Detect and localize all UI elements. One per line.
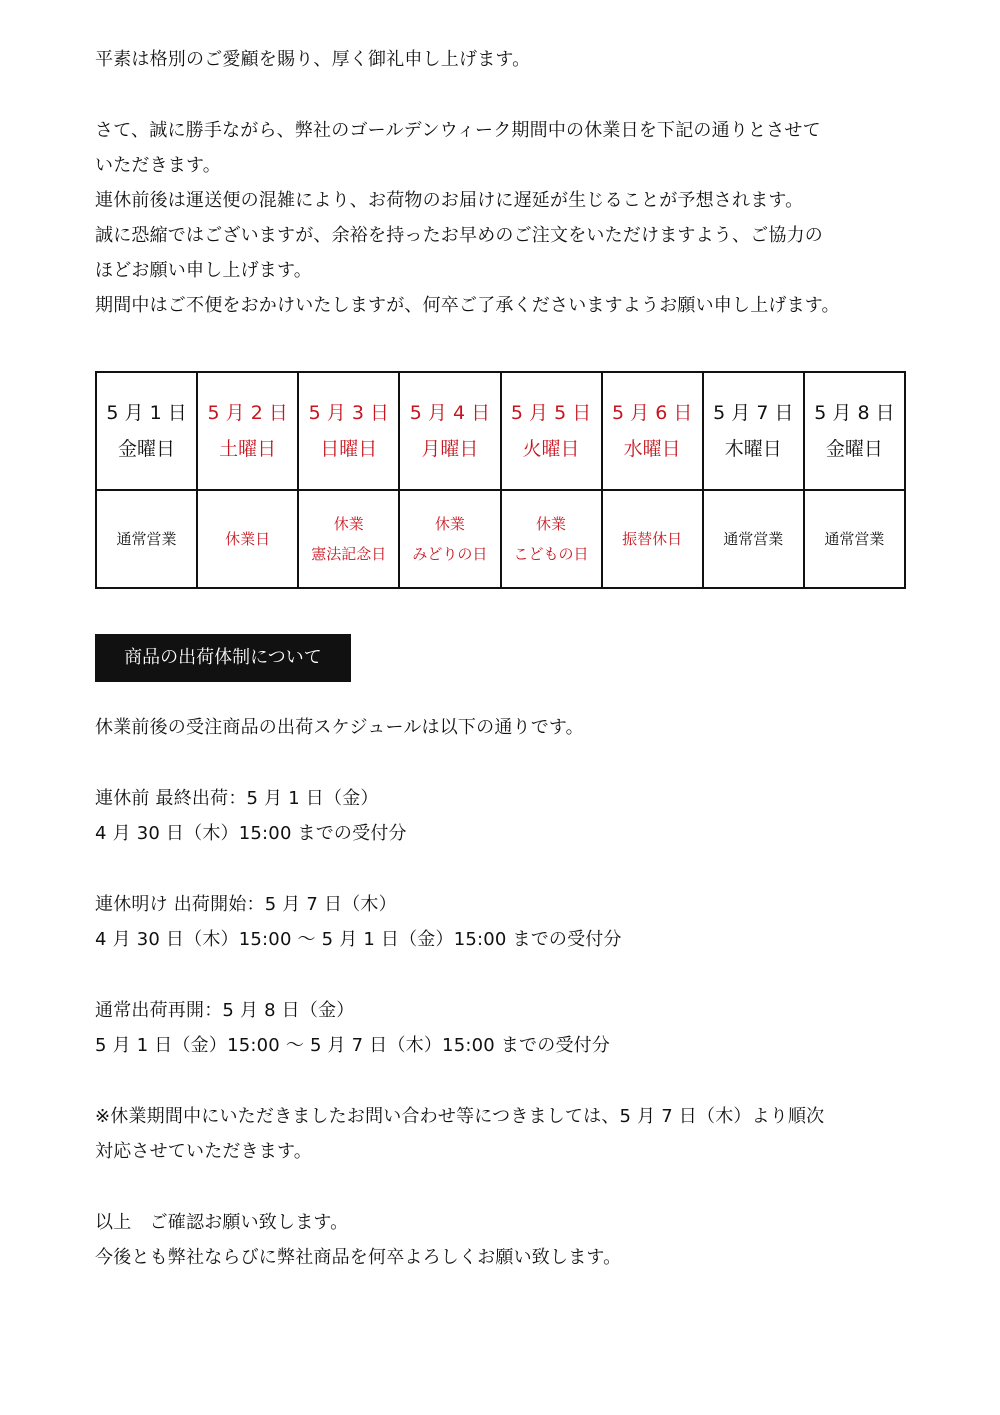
intro-paragraph-line: さて、誠に勝手ながら、弊社のゴールデンウィーク期間中の休業日を下記の通りとさせて	[95, 120, 821, 141]
calendar-status: 休業	[536, 515, 567, 533]
calendar-date: 5 月 3 日	[308, 402, 389, 424]
calendar-weekday: 水曜日	[623, 438, 681, 460]
calendar-date: 5 月 7 日	[713, 402, 794, 424]
calendar-status: 休業	[434, 515, 465, 533]
calendar-date-row	[96, 372, 905, 490]
intro-paragraph-line: 期間中はご不便をおかけいたしますが、何卒ご了承くださいますようお願い申し上げます。	[95, 295, 840, 316]
calendar-status-cell	[197, 490, 298, 588]
intro-paragraph-line: いただきます。	[95, 155, 221, 176]
calendar-date: 5 月 8 日	[814, 402, 895, 424]
calendar-status: 通常営業	[116, 530, 177, 548]
after-holiday-shipping-detail: 4 月 30 日（木）15:00 ～ 5 月 1 日（金）15:00 までの受付分	[95, 929, 622, 950]
normal-shipping-title: 通常出荷再開：5 月 8 日（金）	[95, 1000, 355, 1021]
calendar-status-cell	[399, 490, 500, 588]
calendar-holiday-name: 憲法記念日	[311, 545, 387, 563]
shipping-intro-text: 休業前後の受注商品の出荷スケジュールは以下の通りです。	[95, 717, 584, 738]
before-holiday-shipping-title: 連休前 最終出荷：5 月 1 日（金）	[95, 788, 379, 809]
greeting-text: 平素は格別のご愛顧を賜り、厚く御礼申し上げます。	[95, 49, 531, 70]
calendar-status: 休業日	[225, 530, 271, 548]
calendar-status-cell	[703, 490, 804, 588]
calendar-weekday: 土曜日	[219, 438, 277, 460]
calendar-date-cell	[602, 372, 703, 490]
calendar-holiday-name: こどもの日	[513, 545, 589, 563]
before-holiday-shipping-detail: 4 月 30 日（木）15:00 までの受付分	[95, 823, 407, 844]
holiday-calendar-table	[95, 371, 906, 589]
calendar-date: 5 月 1 日	[106, 402, 187, 424]
calendar-date: 5 月 6 日	[612, 402, 693, 424]
inquiry-note-line: ※休業期間中にいただきましたお問い合わせ等につきましては、5 月 7 日（木）より順次	[95, 1106, 825, 1127]
calendar-date-cell	[298, 372, 399, 490]
calendar-weekday: 月曜日	[421, 438, 479, 460]
calendar-status-cell	[602, 490, 703, 588]
shipping-section-header: 商品の出荷体制について	[95, 634, 351, 682]
calendar-holiday-name: みどりの日	[412, 545, 488, 563]
calendar-weekday: 木曜日	[724, 438, 782, 460]
calendar-date-cell	[197, 372, 298, 490]
calendar-status-cell	[501, 490, 602, 588]
calendar-date-cell	[501, 372, 602, 490]
calendar-weekday: 金曜日	[118, 438, 176, 460]
closing-text: 今後とも弊社ならびに弊社商品を何卒よろしくお願い致します。	[95, 1247, 622, 1268]
calendar-status-cell	[96, 490, 197, 588]
closing-text: 以上 ご確認お願い致します。	[95, 1212, 349, 1233]
calendar-weekday: 日曜日	[320, 438, 378, 460]
after-holiday-shipping-title: 連休明け 出荷開始：5 月 7 日（木）	[95, 894, 397, 915]
calendar-status-row	[96, 490, 905, 588]
calendar-date-cell	[399, 372, 500, 490]
calendar-weekday: 火曜日	[522, 438, 580, 460]
calendar-date-cell	[804, 372, 905, 490]
inquiry-note-line: 対応させていただきます。	[95, 1141, 312, 1162]
calendar-status-cell	[298, 490, 399, 588]
calendar-date: 5 月 5 日	[510, 402, 592, 424]
calendar-status: 通常営業	[723, 530, 784, 548]
calendar-date: 5 月 4 日	[409, 402, 491, 424]
intro-paragraph-line: ほどお願い申し上げます。	[95, 260, 312, 281]
calendar-date: 5 月 2 日	[207, 402, 288, 424]
calendar-status: 休業	[333, 515, 364, 533]
calendar-date-cell	[96, 372, 197, 490]
calendar-date-cell	[703, 372, 804, 490]
calendar-status: 振替休日	[622, 530, 683, 548]
intro-paragraph-line: 誠に恐縮ではございますが、余裕を持ったお早めのご注文をいただけますよう、ご協力の	[95, 225, 823, 246]
calendar-status: 通常営業	[824, 530, 885, 548]
calendar-status-cell	[804, 490, 905, 588]
normal-shipping-detail: 5 月 1 日（金）15:00 ～ 5 月 7 日（木）15:00 までの受付分	[95, 1035, 611, 1056]
intro-paragraph-line: 連休前後は運送便の混雑により、お荷物のお届けに遅延が生じることが予想されます。	[95, 190, 804, 211]
calendar-weekday: 金曜日	[825, 438, 883, 460]
